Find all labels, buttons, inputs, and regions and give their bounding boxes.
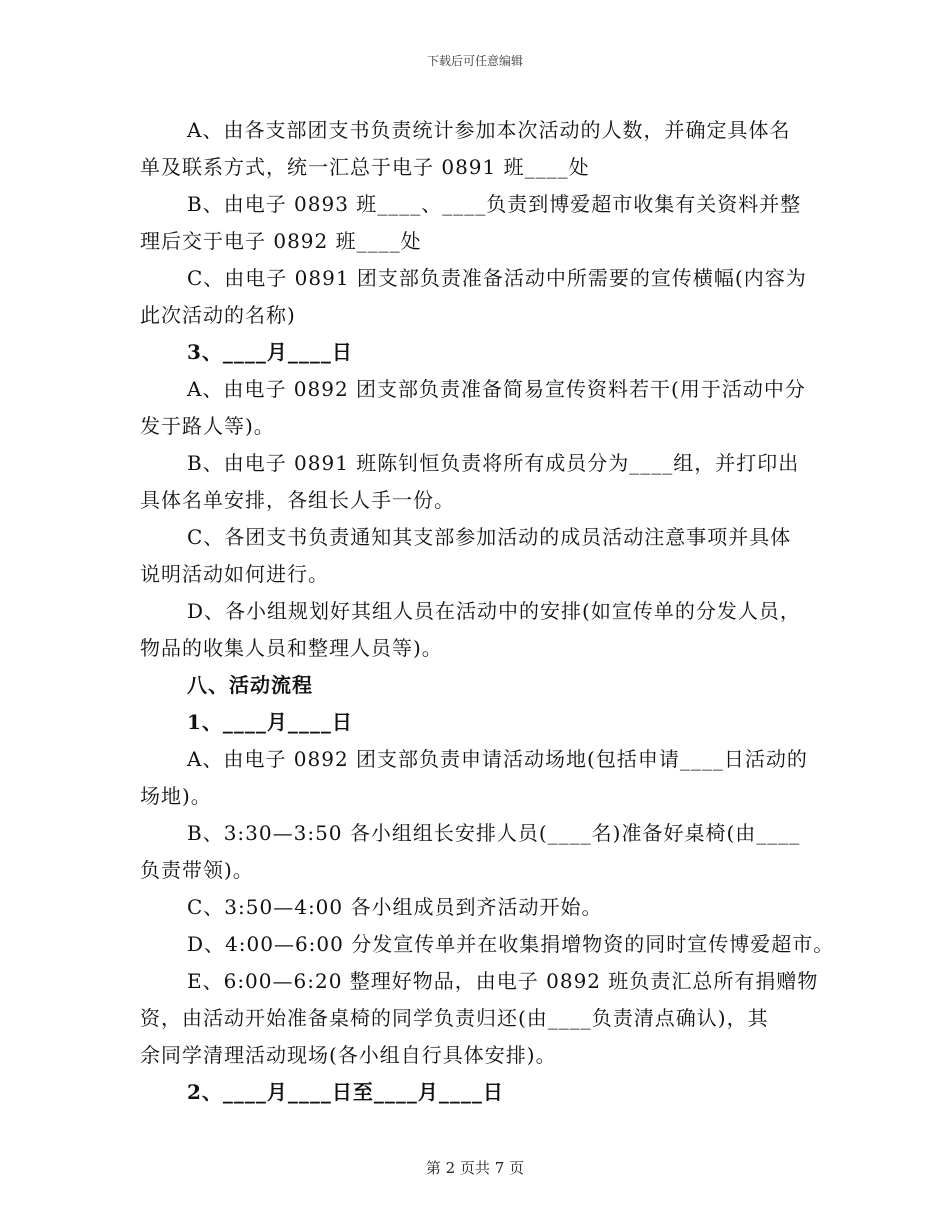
paragraph-line: D、各小组规划好其组人员在活动中的安排(如宣传单的分发人员， — [187, 599, 801, 623]
paragraph-line: C、由电子 0891 团支部负责准备活动中所需要的宣传横幅(内容为 — [187, 266, 807, 290]
paragraph-line: 发于路人等)。 — [140, 414, 275, 438]
paragraph-line: 物品的收集人员和整理人员等)。 — [140, 636, 443, 660]
paragraph-line: A、由电子 0892 团支部负责准备简易宣传资料若干(用于活动中分 — [187, 377, 806, 401]
page-header: 下载后可任意编辑 — [426, 54, 523, 68]
document-body — [140, 112, 835, 1111]
paragraph-line: 资，由活动开始准备桌椅的同学负责归还(由____负责清点确认)，其 — [140, 1006, 769, 1030]
paragraph-line: 具体名单安排，各组长人手一份。 — [140, 488, 455, 512]
paragraph-line: 理后交于电子 0892 班____处 — [140, 229, 422, 253]
paragraph-line: 说明活动如何进行。 — [140, 562, 329, 586]
paragraph-line: C、3:50—4:00 各小组成员到齐活动开始。 — [187, 895, 603, 919]
paragraph-line: B、由电子 0893 班____、____负责到博爱超市收集有关资料并整 — [187, 192, 802, 216]
paragraph-line: A、由电子 0892 团支部负责申请活动场地(包括申请____日活动的 — [187, 747, 808, 771]
paragraph-line: D、4:00—6:00 分发宣传单并在收集捐增物资的同时宣传博爱超市。 — [187, 932, 835, 956]
section-heading: 3、____月____日 — [187, 340, 353, 364]
paragraph-line: B、3:30—3:50 各小组组长安排人员(____名)准备好桌椅(由____ — [187, 821, 801, 845]
paragraph-line: 单及联系方式，统一汇总于电子 0891 班____处 — [140, 155, 590, 179]
section-heading: 八、活动流程 — [187, 673, 313, 697]
section-heading: 2、____月____日至____月____日 — [187, 1080, 504, 1104]
section-heading: 1、____月____日 — [187, 710, 353, 734]
paragraph-line: A、由各支部团支书负责统计参加本次活动的人数，并确定具体名 — [187, 118, 791, 142]
paragraph-line: 负责带领)。 — [140, 858, 254, 882]
paragraph-line: C、各团支书负责通知其支部参加活动的成员活动注意事项并具体 — [187, 525, 792, 549]
paragraph-line: 余同学清理活动现场(各小组自行具体安排)。 — [140, 1043, 557, 1067]
paragraph-line: E、6:00—6:20 整理好物品，由电子 0892 班负责汇总所有捐赠物 — [187, 969, 819, 993]
paragraph-line: 场地)。 — [140, 784, 212, 808]
paragraph-line: B、由电子 0891 班陈钊恒负责将所有成员分为____组，并打印出 — [187, 451, 800, 475]
page-footer: 第 2 页共 7 页 — [425, 1159, 525, 1177]
paragraph-line: 此次活动的名称) — [140, 303, 296, 327]
